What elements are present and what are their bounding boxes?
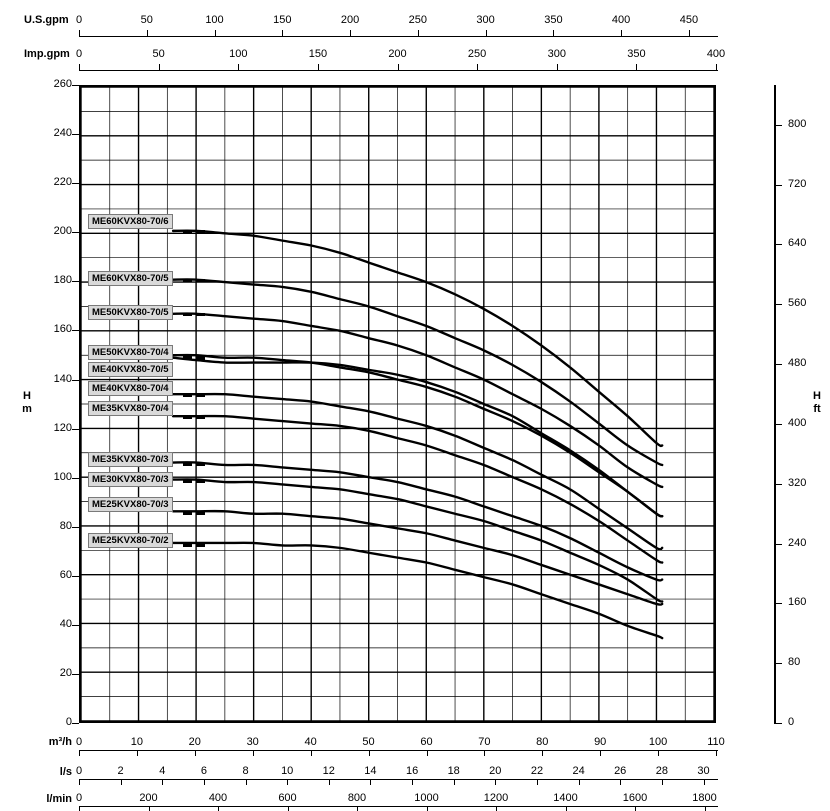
left-tick: 40 [59,617,72,630]
top-tick-label: 0 [75,14,83,26]
bottom-tick-label: 26 [614,765,627,777]
callout-dash [183,230,192,233]
plot-area [79,85,716,723]
bottom-tick-label: 30 [246,736,259,748]
curve-9 [173,511,662,605]
left-tick: 60 [59,568,72,581]
bottom-tick-label: 0 [75,736,83,748]
left-tick: 100 [53,470,72,483]
bottom-tick-label: 0 [75,765,83,777]
right-tick: 0 [788,716,795,728]
left-axis-title-h: H [23,390,31,402]
right-tick: 240 [788,536,807,549]
bottom-tick-label: 600 [278,792,297,804]
right-tick: 720 [788,177,807,190]
callout-dash [183,416,192,419]
bottom-tick-label: 14 [364,765,377,777]
axis-label-ls: l/s [59,766,72,778]
bottom-tick-label: 18 [447,765,460,777]
bottom-tick-label: 1200 [483,792,509,804]
right-tick: 800 [788,117,807,130]
bottom-tick-label: 60 [420,736,433,748]
top-tick-label: 50 [152,48,165,60]
callout-dash [183,279,192,282]
right-tick: 400 [788,416,807,429]
bottom-tick-label: 400 [208,792,228,804]
callout-dash [196,230,205,233]
top-tick-label: 350 [544,14,563,26]
left-tick: 140 [53,372,72,385]
left-tick: 220 [53,176,72,189]
left-tick: 240 [53,127,72,140]
bottom-tick-label: 10 [281,765,294,777]
left-tick: 180 [53,274,72,287]
left-tick: 260 [53,78,72,90]
callout-dash [196,357,205,360]
right-tick: 640 [788,237,807,250]
callout-dash [183,357,192,360]
callout-dash [183,313,192,316]
curve-7 [173,462,662,580]
callout-dash [183,463,192,466]
bottom-tick-label: 200 [139,792,158,804]
bottom-tick-label: 0 [75,792,83,804]
bottom-tick-label: 8 [242,765,249,777]
right-axis-title-h: H [813,390,821,402]
curve-callout[interactable]: ME35KVX80-70/4 [88,401,173,416]
bottom-tick-label: 12 [322,765,335,777]
curve-callout[interactable]: ME25KVX80-70/2 [88,533,173,548]
curve-callout[interactable]: ME25KVX80-70/3 [88,497,173,512]
right-tick: 560 [788,297,807,310]
bottom-tick-label: 16 [405,765,419,777]
bottom-tick-label: 28 [655,765,669,777]
bottom-tick-label: 70 [478,736,491,748]
axis-label-us-gpm: U.S.gpm [24,14,69,26]
top-tick-label: 150 [308,48,328,60]
axis-label-lmin: l/min [46,793,72,805]
curve-callout[interactable]: ME35KVX80-70/3 [88,452,173,467]
bottom-tick-label: 1600 [622,792,648,804]
curve-10 [173,543,662,638]
curve-layer [81,87,714,721]
callout-dash [183,544,192,547]
top-tick-label: 100 [205,14,224,26]
top-tick-label: 450 [679,14,699,26]
right-tick: 160 [788,596,807,609]
bottom-tick-label: 110 [707,736,725,748]
left-tick: 160 [53,323,72,336]
callout-dash [183,394,192,397]
curve-2 [173,314,662,487]
curve-callout[interactable]: ME40KVX80-70/4 [88,381,173,396]
top-tick-label: 150 [273,14,292,26]
bottom-tick-label: 80 [536,736,549,748]
curve-callout[interactable]: ME60KVX80-70/5 [88,271,173,286]
top-tick-label: 100 [229,48,248,60]
callout-dash [196,544,205,547]
curve-callout[interactable]: ME40KVX80-70/5 [88,362,173,377]
left-tick: 80 [59,519,72,532]
bottom-tick-label: 2 [117,765,124,777]
curve-callout[interactable]: ME60KVX80-70/6 [88,214,173,229]
left-tick: 200 [53,225,72,238]
bottom-tick-label: 22 [530,765,544,777]
curve-callout[interactable]: ME50KVX80-70/5 [88,305,173,320]
bottom-tick-label: 24 [572,765,585,777]
curve-callout[interactable]: ME30KVX80-70/3 [88,472,173,487]
bottom-tick-label: 40 [304,736,317,748]
top-tick-label: 50 [140,14,153,26]
bottom-tick-label: 50 [362,736,375,748]
curve-0 [173,231,662,446]
top-tick-label: 0 [75,48,83,60]
bottom-tick-label: 6 [200,765,207,777]
top-tick-label: 400 [611,14,631,26]
bottom-tick-label: 90 [594,736,607,748]
left-tick: 20 [59,666,72,679]
curve-callout[interactable]: ME50KVX80-70/4 [88,345,173,360]
right-tick: 320 [788,476,807,489]
bottom-tick-label: 4 [159,765,166,777]
bottom-tick-label: 1800 [692,792,717,804]
curve-8 [173,479,662,601]
right-tick: 80 [788,656,801,669]
callout-dash [196,279,205,282]
bottom-tick-label: 100 [648,736,668,748]
bottom-tick-label: 20 [188,736,201,748]
axis-label-m3h: m³/h [48,736,72,748]
top-tick-label: 200 [388,48,407,60]
top-tick-label: 250 [408,14,427,26]
callout-dash [196,463,205,466]
right-tick: 480 [788,357,807,369]
top-tick-label: 200 [340,14,360,26]
bottom-tick-label: 20 [489,765,502,777]
axis-label-imp-gpm: Imp.gpm [24,48,70,60]
left-axis-title-unit: m [22,403,32,415]
right-axis-title [806,390,828,416]
bottom-tick-label: 800 [347,792,367,804]
right-axis-title-unit: ft [813,403,821,415]
top-tick-label: 300 [547,48,566,60]
top-tick-label: 300 [476,14,495,26]
left-tick: 120 [53,421,72,434]
callout-dash [183,480,192,483]
bottom-tick-label: 1400 [553,792,578,804]
callout-dash [196,313,205,316]
callout-dash [183,512,192,515]
left-tick: 0 [65,716,72,728]
callout-dash [196,512,205,515]
top-tick-label: 250 [467,48,487,60]
bottom-tick-label: 30 [697,765,710,777]
top-tick-label: 350 [627,48,646,60]
callout-dash [196,416,205,419]
left-axis-title [16,390,38,416]
bottom-tick-label: 1000 [414,792,439,804]
callout-dash [196,480,205,483]
callout-dash [196,394,205,397]
top-tick-label: 400 [706,48,726,60]
bottom-tick-label: 10 [130,736,144,748]
